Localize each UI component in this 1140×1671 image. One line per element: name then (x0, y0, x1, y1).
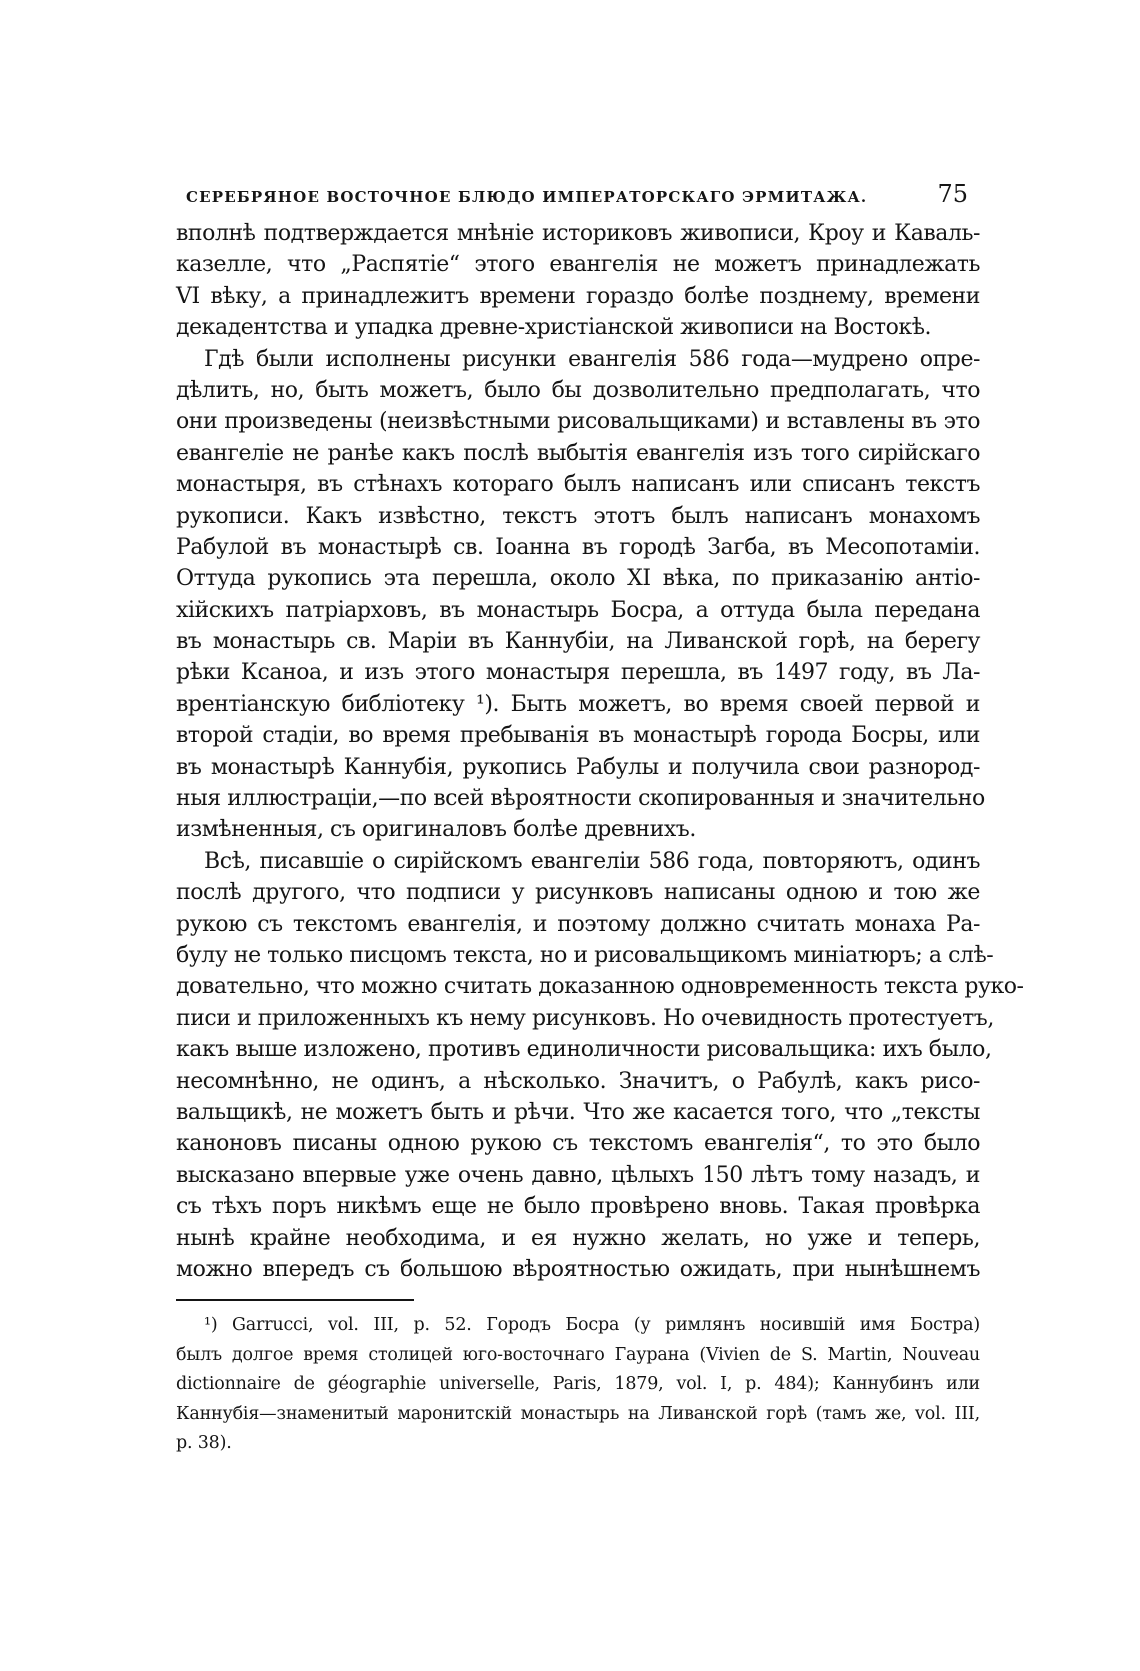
text-line: несомнѣнно, не одинъ, а нѣсколько. Значитъ, о Рабулѣ, какъ рисо- (176, 1068, 980, 1094)
text-line: какъ выше изложено, противъ единоличности рисовальщика: ихъ было, (176, 1037, 992, 1063)
text-line: вальщикѣ, не можетъ быть и рѣчи. Что же касается того, что „тексты (176, 1099, 980, 1125)
text-line: послѣ другого, что подписи у рисунковъ написаны одною и тою же (176, 880, 980, 906)
text-line: булу не только писцомъ текста, но и рисовальщикомъ миніатюръ; а слѣ- (176, 942, 994, 968)
text-line: въ монастырь св. Маріи въ Каннубіи, на Ливанской горѣ, на берегу (176, 629, 980, 655)
footnote-line: dictionnaire de géographie universelle, Paris, 1879, vol. I, p. 484); Каннубинъ или (176, 1374, 980, 1395)
footnote-line: p. 38). (176, 1433, 232, 1454)
page-number: 75 (937, 180, 968, 208)
text-line: Гдѣ были исполнены рисунки евангелія 586 года—мудрено опре- (204, 346, 980, 372)
text-line: казелле, что „Распятіе“ этого евангелія не можетъ принадлежать (176, 252, 980, 278)
text-line: высказано впервые уже очень давно, цѣлыхъ 150 лѣтъ тому назадъ, и (176, 1162, 980, 1188)
text-line: второй стадіи, во время пребыванія въ монастырѣ города Босры, или (176, 723, 980, 749)
text-line: съ тѣхъ поръ никѣмъ еще не было провѣрено вновь. Такая провѣрка (176, 1194, 980, 1220)
text-line: Оттуда рукопись эта перешла, около XI вѣка, по приказанію антіо- (176, 566, 980, 592)
footnote-line: ¹) Garrucci, vol. III, p. 52. Городъ Босра (у римлянъ носившій имя Бостра) (204, 1315, 980, 1336)
text-line: писи и приложенныхъ къ нему рисунковъ. Но очевидность протестуетъ, (176, 1005, 994, 1031)
text-line: Рабулой въ монастырѣ св. Іоанна въ городѣ Загба, въ Месопотаміи. (176, 534, 980, 560)
footnote (176, 1311, 980, 1459)
text-line: дѣлить, но, быть можетъ, было бы дозволительно предполагать, что (176, 377, 980, 403)
footnote-line: былъ долгое время столицей юго-восточнаго Гаурана (Vivien de S. Martin, Nouveau (176, 1344, 980, 1365)
text-line: можно впередъ съ большою вѣроятностью ожидать, при нынѣшнемъ (176, 1256, 980, 1282)
text-line: врентіанскую библіотеку ¹). Быть можетъ, во время своей первой и (176, 691, 980, 717)
text-line: они произведены (неизвѣстными рисовальщиками) и вставлены въ это (176, 409, 980, 435)
text-line: ныя иллюстраціи,—по всей вѣроятности скопированныя и значительно (176, 786, 985, 812)
text-line: рукописи. Какъ извѣстно, текстъ этотъ былъ написанъ монахомъ (176, 503, 980, 529)
text-line: нынѣ крайне необходима, и ея нужно желать, но уже и теперь, (176, 1225, 980, 1251)
text-line: рѣки Ксаноа, и изъ этого монастыря перешла, въ 1497 году, въ Ла- (176, 660, 980, 686)
running-title: СЕРЕБРЯНОЕ ВОСТОЧНОЕ БЛЮДО ИМПЕРАТОРСКАГО ЭРМИТАЖА. (186, 188, 868, 206)
page-header (176, 176, 980, 218)
text-line: евангеліе не ранѣе какъ послѣ выбытія евангелія изъ того сирійскаго (176, 440, 980, 466)
text-line: довательно, что можно считать доказанною одновременность текста руко- (176, 974, 1024, 1000)
footnote-divider (176, 1299, 414, 1301)
text-line: измѣненныя, съ оригиналовъ болѣе древнихъ. (176, 817, 696, 843)
footnote-line: Каннубія—знаменитый маронитскій монастырь на Ливанской горѣ (тамъ же, vol. III, (176, 1403, 980, 1424)
text-line: хійскихъ патріарховъ, въ монастырь Босра, а оттуда была передана (176, 597, 980, 623)
text-line: каноновъ писаны одною рукою съ текстомъ евангелія“, то это было (176, 1131, 980, 1157)
body-text (176, 218, 1024, 1285)
text-line: въ монастырѣ Каннубія, рукопись Рабулы и получила свои разнород- (176, 754, 980, 780)
text-line: декадентства и упадка древне-христіанской живописи на Востокѣ. (176, 315, 932, 341)
book-page (176, 176, 1024, 1459)
text-line: вполнѣ подтверждается мнѣніе историковъ живописи, Кроу и Каваль- (176, 221, 980, 246)
text-line: Всѣ, писавшіе о сирійскомъ евангеліи 586 года, повторяютъ, одинъ (204, 848, 980, 874)
text-line: VI вѣку, а принадлежитъ времени гораздо болѣе позднему, времени (176, 283, 980, 309)
text-line: монастыря, въ стѣнахъ котораго былъ написанъ или списанъ текстъ (176, 472, 980, 498)
text-line: рукою съ текстомъ евангелія, и поэтому должно считать монаха Ра- (176, 911, 980, 937)
